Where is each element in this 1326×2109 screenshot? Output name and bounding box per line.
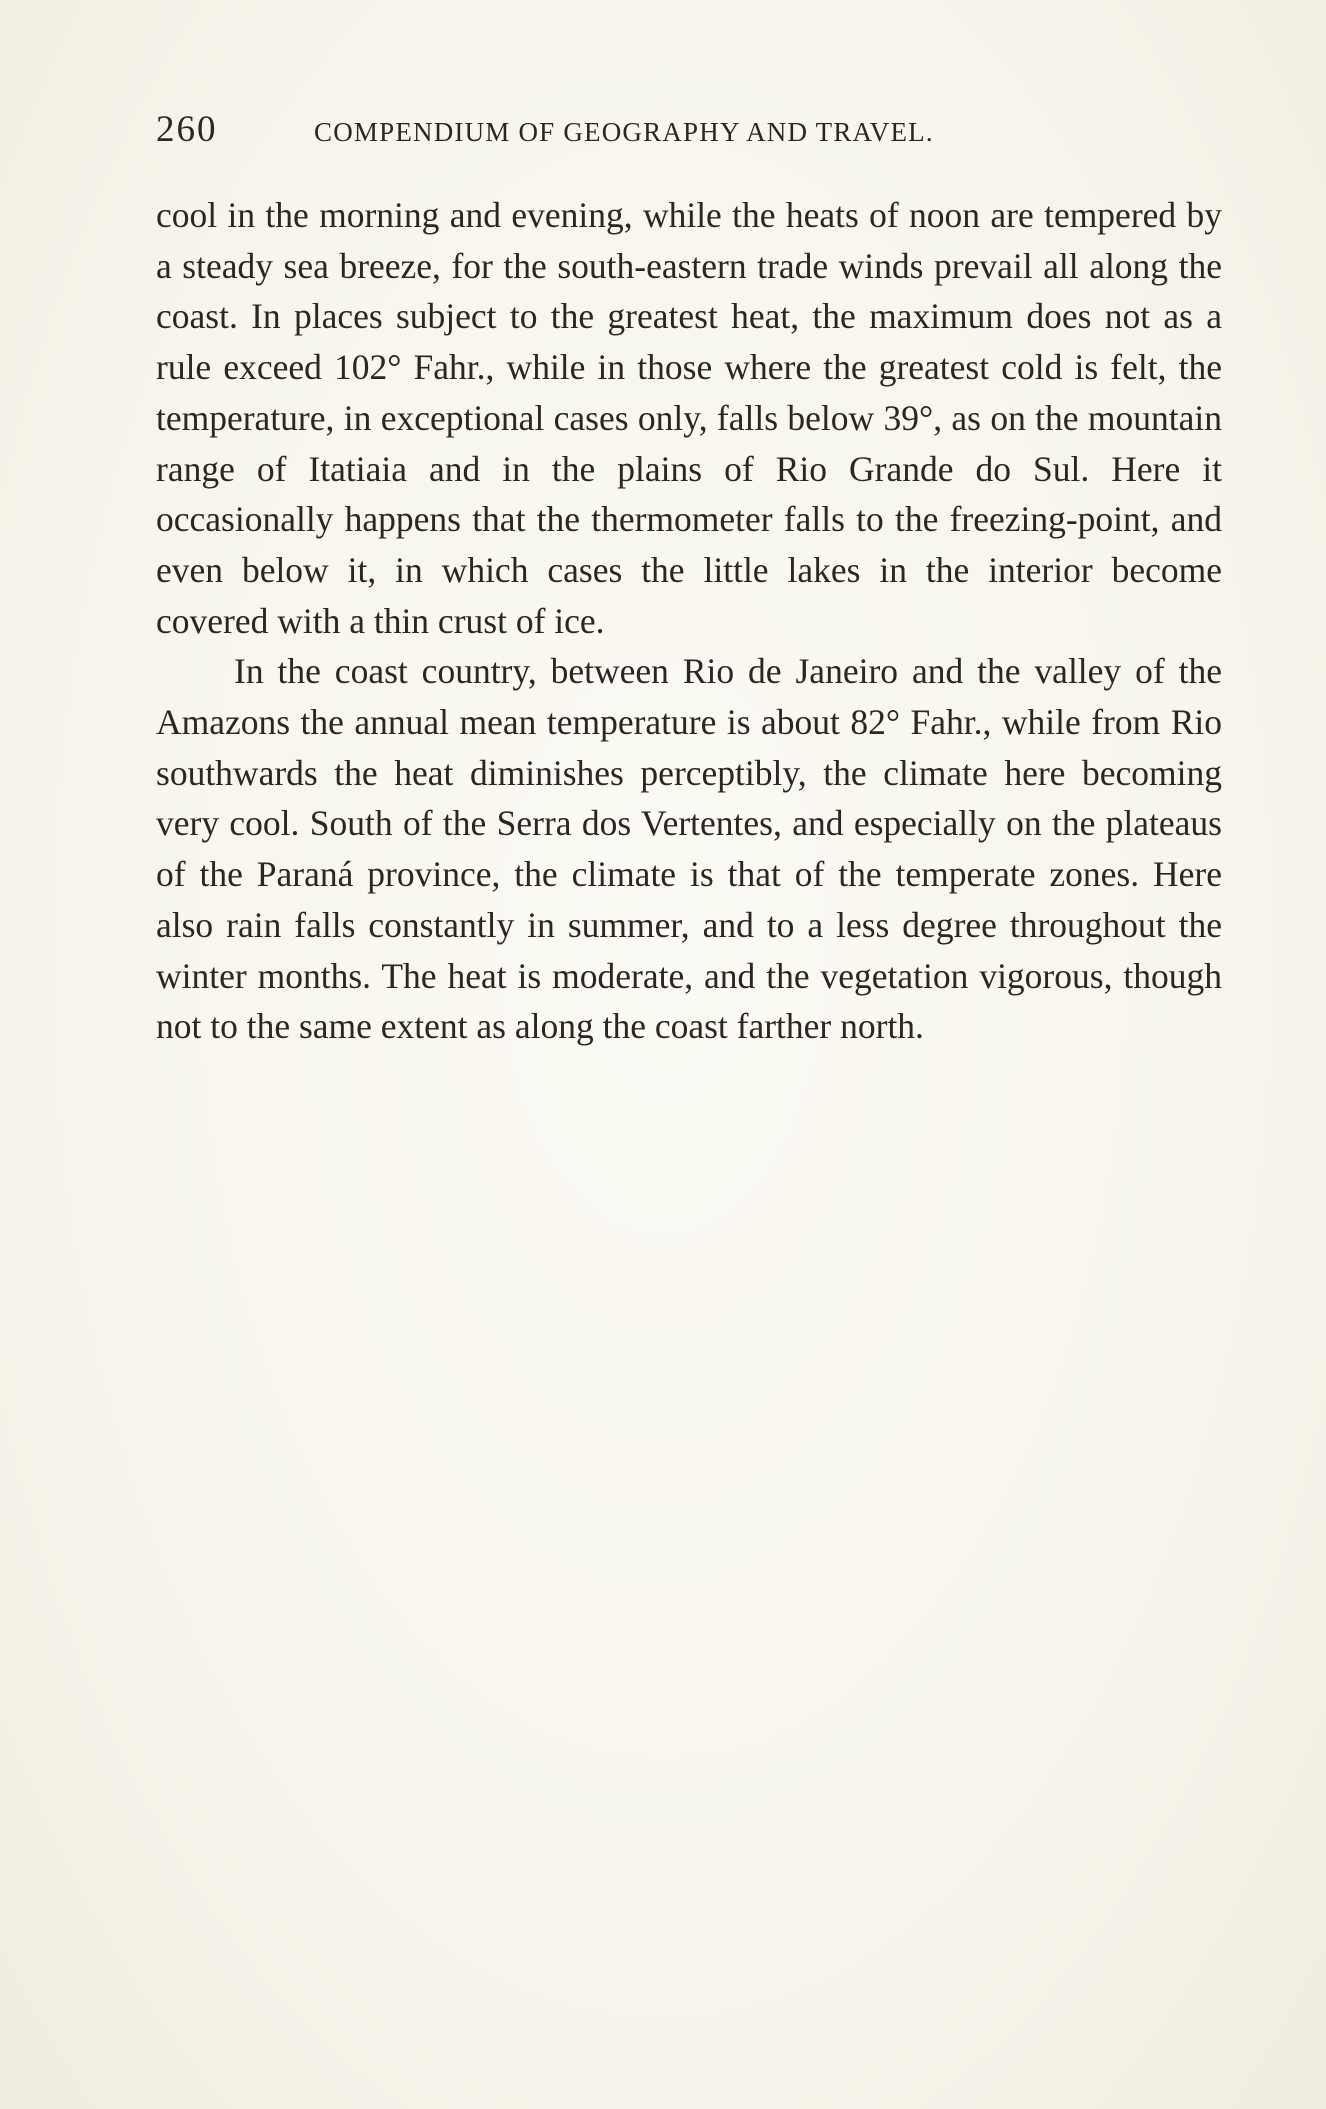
page-header [156,108,1156,152]
body-text [156,190,1222,1052]
running-title: COMPENDIUM OF GEOGRAPHY AND TRAVEL. [314,117,934,147]
paragraph-continuation: cool in the morning and evening, while the heats of noon are tempered by a steady sea breeze, for the south-eastern trade winds prevail all along the coast. In places subject to the greatest heat, the maximum does not as a rule exceed 102° Fahr., while in those where the greatest cold is felt, the temperature, in exceptional cases only, falls below 39°, as on the mountain range of Itatiaia and in the plains of Rio Grande do Sul. Here it occasionally happens that the thermometer falls to the freezing-point, and even below it, in which cases the little lakes in the interior become covered with a thin crust of ice. [156,195,1222,641]
page-number: 260 [156,109,218,150]
paragraph-coast-country: In the coast country, between Rio de Janeiro and the valley of the Amazons the annual mean temperature is about 82° Fahr., while from Rio southwards the heat diminishes perceptibly, the climate here becoming very cool. South of the Serra dos Vertentes, and especially on the plateaus of the Paraná province, the climate is that of the temperate zones. Here also rain falls constantly in summer, and to a less degree throughout the winter months. The heat is moderate, and the vegetation vigorous, though not to the same extent as along the coast farther north. [156,651,1222,1047]
